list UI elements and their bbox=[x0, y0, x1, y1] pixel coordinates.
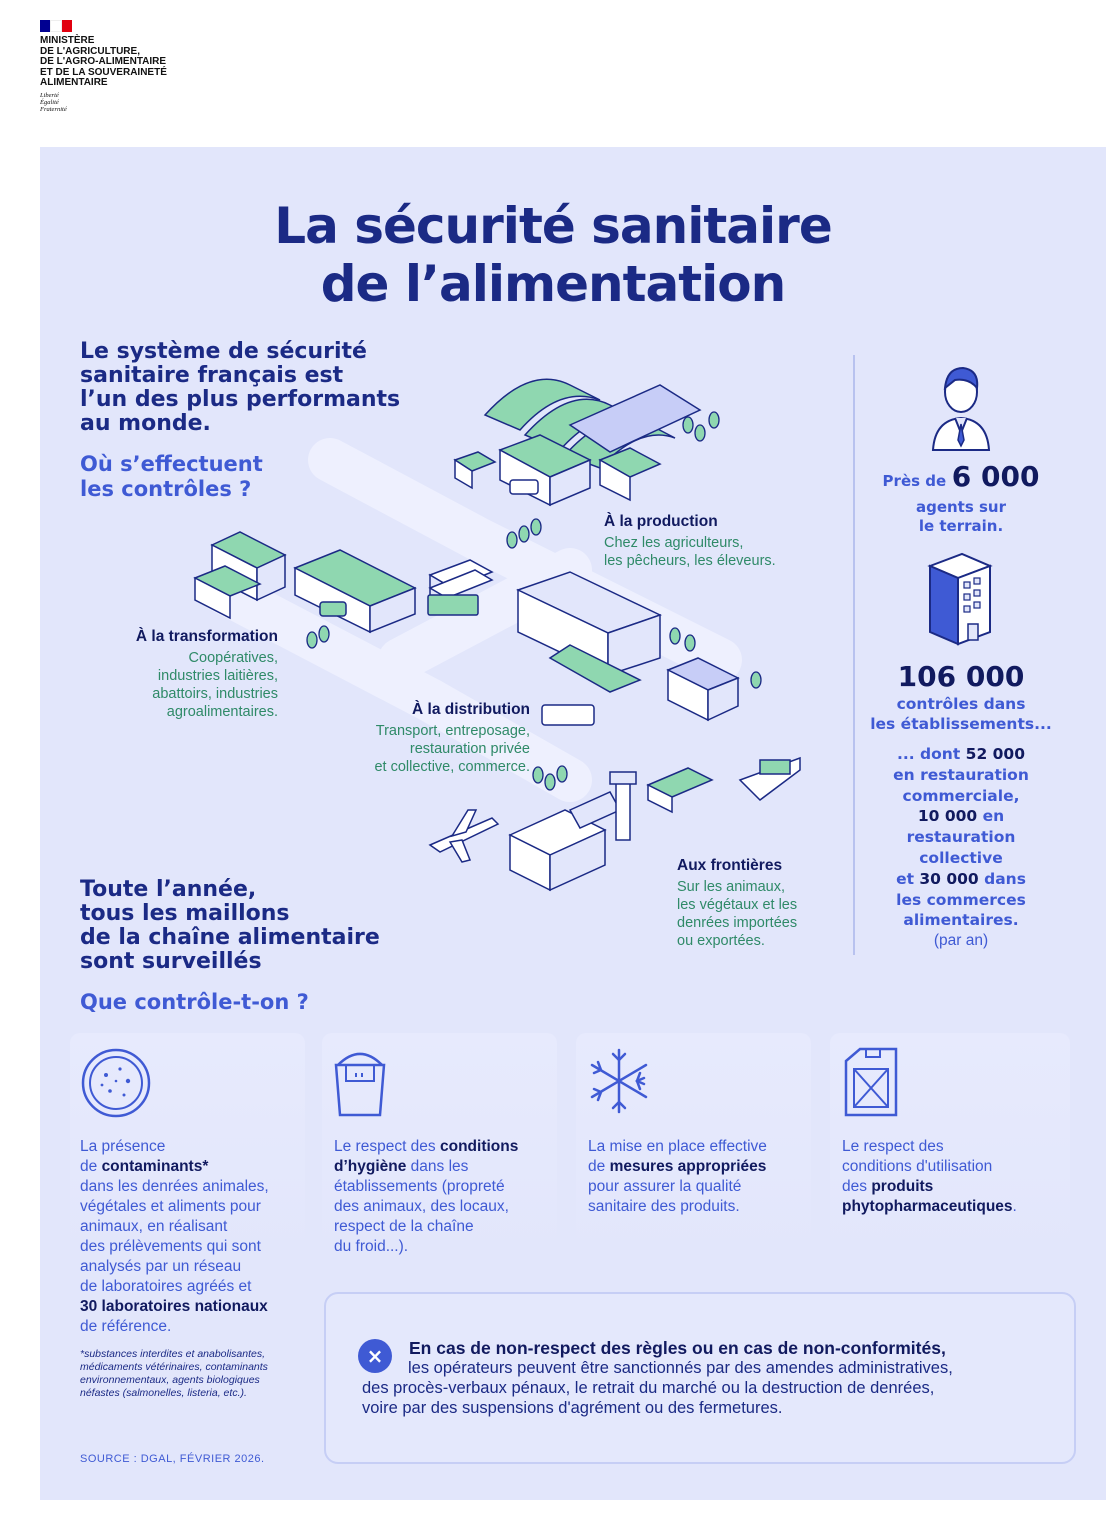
republic-motto: Liberté Égalité Fraternité bbox=[40, 91, 67, 113]
card-text-line: 30 laboratoires nationaux bbox=[80, 1298, 268, 1315]
card-text-line: de référence. bbox=[80, 1318, 172, 1335]
intro-statement: Le système de sécurité sanitaire français est l’un des plus performants au monde. bbox=[80, 339, 401, 436]
card-text-line: des produits bbox=[842, 1178, 934, 1195]
sanction-box bbox=[324, 1292, 1076, 1464]
surveillance-statement: Toute l’année, tous les maillons de la chaîne alimentaire sont surveillés bbox=[80, 877, 380, 974]
card-measures-text bbox=[588, 1137, 818, 1217]
airplane-icon bbox=[430, 810, 498, 862]
agents-stat: Près de 6 000 agents sur le terrain. bbox=[882, 460, 1040, 535]
card-text-line: La présence bbox=[80, 1138, 166, 1155]
ministry-logo bbox=[40, 20, 210, 113]
controls-stat: 106 000 contrôles dans les établissements... bbox=[870, 660, 1052, 733]
card-text-line: végétales et aliments pour bbox=[80, 1198, 261, 1215]
card-text-line: pour assurer la qualité bbox=[588, 1178, 742, 1195]
source-credit: SOURCE : DGAL, FÉVRIER 2026. bbox=[80, 1453, 265, 1465]
card-text-line: phytopharmaceutiques. bbox=[842, 1198, 1017, 1215]
sanction-body: les opérateurs peuvent être sanctionnés par des amendes administratives, des procès-verbaux pénaux, le retrait du marché ou la destruction de denrées, voire par des suspensions d'agrément ou des fermetures. bbox=[362, 1359, 953, 1417]
agent-person-icon bbox=[925, 358, 997, 454]
column-divider bbox=[853, 355, 855, 955]
jerrycan-icon bbox=[840, 1045, 900, 1119]
card-text-line: de contaminants* bbox=[80, 1158, 209, 1175]
location-distribution: À la distribution Transport, entreposage, restauration privée et collective, commerce. bbox=[374, 701, 530, 775]
cargo-ship-icon bbox=[740, 758, 800, 800]
card-text-line: conditions d'utilisation bbox=[842, 1158, 993, 1175]
card-text-line: d’hygiène dans les bbox=[334, 1158, 469, 1175]
card-text-line: Le respect des bbox=[842, 1138, 944, 1155]
card-text-line: établissements (propreté bbox=[334, 1178, 505, 1195]
card-contaminants-text bbox=[80, 1137, 310, 1337]
location-frontieres: Aux frontières Sur les animaux, les végétaux et les denrées importées ou exportées. bbox=[677, 857, 798, 949]
snowflake-icon bbox=[584, 1046, 654, 1116]
card-text-line: sanitaire des produits. bbox=[588, 1198, 740, 1215]
petri-dish-icon bbox=[80, 1047, 152, 1119]
ministry-name: MINISTÈRE DE L'AGRICULTURE, DE L'AGRO-ALIMENTAIRE ET DE LA SOUVERAINETÉ ALIMENTAIRE bbox=[40, 35, 167, 88]
where-question: Où s’effectuent les contrôles ? bbox=[80, 452, 263, 501]
card-hygiene-text bbox=[334, 1137, 564, 1257]
card-text-line: dans les denrées animales, bbox=[80, 1178, 269, 1195]
close-circle-icon: × bbox=[358, 1339, 392, 1373]
location-production: À la production Chez les agriculteurs, les pêcheurs, les éleveurs. bbox=[604, 513, 776, 569]
what-question: Que contrôle-t-on ? bbox=[80, 990, 309, 1014]
card-text-line: Le respect des conditions bbox=[334, 1138, 519, 1155]
french-flag-icon bbox=[40, 20, 72, 32]
card-text-line: des prélèvements qui sont bbox=[80, 1238, 261, 1255]
footnote: *substances interdites et anabolisantes, médicaments vétérinaires, contaminants environnementaux, agents biologiques néfastes (salmonelles, listeria, etc.). bbox=[80, 1348, 268, 1399]
controls-breakdown: ... dont 52 000 en restauration commerciale, 10 000 en restauration collective et 30 000 dans les commerces alimentaires. (par an) bbox=[893, 745, 1029, 950]
card-text-line: La mise en place effective bbox=[588, 1138, 767, 1155]
bucket-icon bbox=[332, 1043, 388, 1119]
food-chain-illustration bbox=[100, 340, 820, 900]
card-text-line: animaux, en réalisant bbox=[80, 1218, 228, 1235]
card-text-line: de laboratoires agréés et bbox=[80, 1278, 252, 1295]
card-text-line: respect de la chaîne bbox=[334, 1218, 474, 1235]
page-title: La sécurité sanitaire de l’alimentation bbox=[274, 197, 832, 313]
location-transformation: À la transformation Coopératives, industries laitières, abattoirs, industries agroalimentaires. bbox=[135, 628, 278, 720]
card-text-line: du froid...). bbox=[334, 1238, 409, 1255]
sanction-title: En cas de non-respect des règles ou en cas de non-conformités, bbox=[409, 1338, 946, 1358]
card-text-line: analysés par un réseau bbox=[80, 1258, 242, 1275]
card-text-line: des animaux, des locaux, bbox=[334, 1198, 509, 1215]
card-text-line: de mesures appropriées bbox=[588, 1158, 767, 1175]
establishment-building-icon bbox=[922, 548, 998, 648]
farm-buildings-icon bbox=[455, 435, 660, 505]
card-phyto-text bbox=[842, 1137, 1072, 1217]
